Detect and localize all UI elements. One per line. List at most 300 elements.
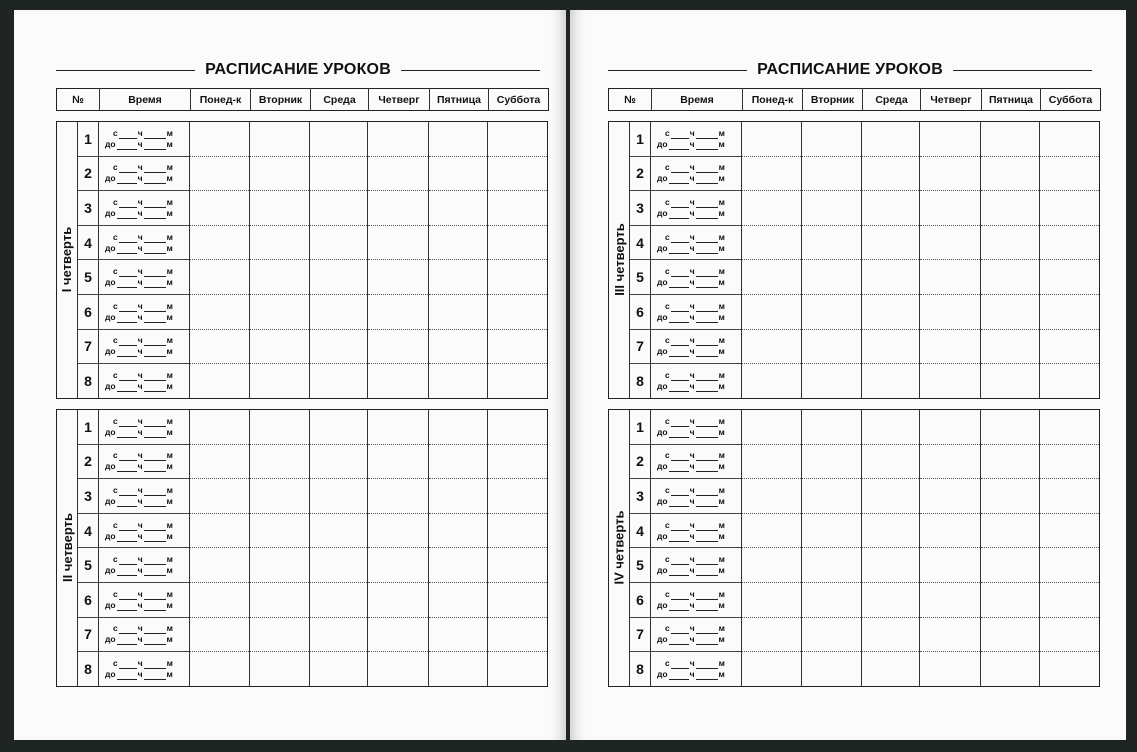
lesson-cell[interactable] [368,329,429,364]
lesson-cell[interactable] [368,225,429,260]
lesson-cell[interactable] [981,548,1040,583]
lesson-cell[interactable] [250,156,310,191]
lesson-cell[interactable] [862,329,920,364]
lesson-cell[interactable] [190,122,250,157]
lesson-cell[interactable] [310,225,368,260]
lesson-cell[interactable] [429,582,488,617]
lesson-cell[interactable] [920,444,981,479]
lesson-cell[interactable] [802,582,862,617]
lesson-number: 5 [630,260,651,295]
time-hours-label: ч [137,173,143,184]
lesson-time-field[interactable] [99,260,190,295]
lesson-number: 6 [630,582,651,617]
time-from-label: с [665,300,670,311]
lesson-cell[interactable] [1040,479,1100,514]
lesson-cell[interactable] [981,652,1040,687]
lesson-time-field[interactable] [651,364,742,399]
lesson-cell[interactable] [1040,225,1100,260]
lesson-cell[interactable] [310,329,368,364]
time-hours-label: ч [137,450,143,461]
lesson-cell[interactable] [862,260,920,295]
header-day: Вторник [803,89,863,111]
lesson-cell[interactable] [802,479,862,514]
lesson-cell[interactable] [1040,652,1100,687]
lesson-cell[interactable] [920,191,981,226]
time-minutes-label: м [166,634,173,645]
quarter-grid [608,409,1100,687]
lesson-cell[interactable] [1040,364,1100,399]
time-hours-label: ч [689,657,695,668]
lesson-cell[interactable] [920,156,981,191]
lesson-cell[interactable] [920,364,981,399]
lesson-cell[interactable] [368,156,429,191]
lesson-cell[interactable] [1040,617,1100,652]
lesson-cell[interactable] [190,444,250,479]
time-from-label: с [113,162,118,173]
lesson-cell[interactable] [368,582,429,617]
time-from-label: с [113,623,118,634]
lesson-cell[interactable] [190,617,250,652]
lesson-cell[interactable] [862,410,920,445]
time-from-label: с [113,657,118,668]
lesson-time-field[interactable] [99,329,190,364]
lesson-time-field[interactable] [651,652,742,687]
lesson-time-field[interactable] [99,364,190,399]
lesson-cell[interactable] [981,122,1040,157]
lesson-cell[interactable] [981,156,1040,191]
quarter-label-cell [57,410,78,687]
lesson-cell[interactable] [742,410,802,445]
lesson-cell[interactable] [190,548,250,583]
time-minutes-label: м [718,266,725,277]
lesson-cell[interactable] [742,329,802,364]
lesson-cell[interactable] [488,652,548,687]
lesson-cell[interactable] [742,513,802,548]
lesson-cell[interactable] [190,652,250,687]
lesson-cell[interactable] [862,548,920,583]
lesson-cell[interactable] [429,294,488,329]
lesson-time-field[interactable] [99,479,190,514]
lesson-time-field[interactable] [651,617,742,652]
lesson-cell[interactable] [190,410,250,445]
lesson-cell[interactable] [981,582,1040,617]
time-hours-label: ч [689,231,695,242]
lesson-cell[interactable] [742,122,802,157]
lesson-cell[interactable] [802,294,862,329]
header-day: Четверг [369,89,430,111]
lesson-cell[interactable] [250,548,310,583]
lesson-cell[interactable] [429,122,488,157]
lesson-time-field[interactable] [651,294,742,329]
lesson-cell[interactable] [1040,444,1100,479]
lesson-cell[interactable] [429,410,488,445]
lesson-cell[interactable] [429,260,488,295]
lesson-cell[interactable] [862,364,920,399]
lesson-cell[interactable] [862,652,920,687]
lesson-cell[interactable] [802,548,862,583]
lesson-cell[interactable] [862,191,920,226]
time-hours-label: ч [689,207,695,218]
lesson-cell[interactable] [310,122,368,157]
lesson-cell[interactable] [310,191,368,226]
lesson-cell[interactable] [488,444,548,479]
lesson-number: 1 [78,410,99,445]
lesson-cell[interactable] [488,191,548,226]
lesson-time-field[interactable] [651,156,742,191]
lesson-cell[interactable] [802,364,862,399]
lesson-cell[interactable] [862,617,920,652]
lesson-cell[interactable] [802,191,862,226]
lesson-cell[interactable] [802,617,862,652]
lesson-cell[interactable] [488,122,548,157]
lesson-time-field[interactable] [99,156,190,191]
lesson-cell[interactable] [368,479,429,514]
lesson-time-field[interactable] [651,122,742,157]
lesson-cell[interactable] [862,156,920,191]
time-minutes-label: м [718,668,725,679]
lesson-cell[interactable] [862,582,920,617]
lesson-cell[interactable] [250,294,310,329]
time-from-label: с [113,231,118,242]
lesson-cell[interactable] [488,582,548,617]
lesson-cell[interactable] [368,191,429,226]
lesson-time-field[interactable] [651,329,742,364]
lesson-cell[interactable] [742,294,802,329]
lesson-time-field[interactable] [651,582,742,617]
lesson-time-field[interactable] [99,617,190,652]
lesson-cell[interactable] [488,410,548,445]
lesson-cell[interactable] [862,513,920,548]
lesson-cell[interactable] [368,444,429,479]
lesson-time-field[interactable] [99,294,190,329]
time-to-label: до [657,311,668,322]
time-hours-label: ч [137,196,143,207]
lesson-cell[interactable] [310,364,368,399]
lesson-cell[interactable] [742,444,802,479]
time-hours-label: ч [137,657,143,668]
time-minutes-label: м [718,623,725,634]
lesson-cell[interactable] [190,513,250,548]
time-hours-label: ч [689,668,695,679]
lesson-time-field[interactable] [99,652,190,687]
lesson-time-field[interactable] [99,225,190,260]
lesson-cell[interactable] [1040,156,1100,191]
lesson-time-field[interactable] [651,410,742,445]
lesson-cell[interactable] [488,617,548,652]
lesson-cell[interactable] [862,479,920,514]
lesson-cell[interactable] [862,294,920,329]
time-minutes-label: м [166,565,173,576]
time-from-label: с [665,162,670,173]
lesson-cell[interactable] [920,329,981,364]
lesson-cell[interactable] [488,548,548,583]
lesson-cell[interactable] [368,513,429,548]
lesson-cell[interactable] [920,122,981,157]
lesson-cell[interactable] [802,652,862,687]
lesson-cell[interactable] [920,617,981,652]
lesson-cell[interactable] [862,122,920,157]
time-minutes-label: м [166,196,173,207]
lesson-cell[interactable] [981,479,1040,514]
lesson-cell[interactable] [981,410,1040,445]
lesson-cell[interactable] [920,582,981,617]
time-minutes-label: м [718,657,725,668]
lesson-cell[interactable] [190,582,250,617]
lesson-time-field[interactable] [651,225,742,260]
time-hours-label: ч [137,415,143,426]
lesson-cell[interactable] [250,122,310,157]
lesson-time-field[interactable] [651,444,742,479]
lesson-cell[interactable] [1040,582,1100,617]
lesson-cell[interactable] [1040,294,1100,329]
lesson-cell[interactable] [981,617,1040,652]
time-hours-label: ч [689,173,695,184]
lesson-time-field[interactable] [651,513,742,548]
lesson-cell[interactable] [190,329,250,364]
header-day: Пятница [982,89,1041,111]
lesson-cell[interactable] [920,548,981,583]
time-to-label: до [657,173,668,184]
lesson-cell[interactable] [1040,122,1100,157]
lesson-cell[interactable] [742,479,802,514]
lesson-cell[interactable] [190,364,250,399]
lesson-cell[interactable] [310,294,368,329]
lesson-number: 7 [630,617,651,652]
lesson-cell[interactable] [429,513,488,548]
lesson-cell[interactable] [310,513,368,548]
time-hours-label: ч [137,623,143,634]
lesson-cell[interactable] [310,582,368,617]
time-minutes-label: м [718,530,725,541]
lesson-cell[interactable] [981,444,1040,479]
lesson-cell[interactable] [488,364,548,399]
lesson-cell[interactable] [802,444,862,479]
lesson-cell[interactable] [802,225,862,260]
lesson-time-field[interactable] [99,582,190,617]
lesson-number: 7 [78,617,99,652]
lesson-cell[interactable] [190,260,250,295]
lesson-cell[interactable] [429,444,488,479]
time-to-label: до [105,138,116,149]
lesson-cell[interactable] [429,156,488,191]
lesson-cell[interactable] [742,582,802,617]
lesson-cell[interactable] [1040,329,1100,364]
lesson-time-field[interactable] [651,260,742,295]
lesson-cell[interactable] [250,652,310,687]
lesson-cell[interactable] [802,260,862,295]
time-hours-label: ч [137,495,143,506]
time-to-label: до [657,668,668,679]
lesson-time-field[interactable] [651,548,742,583]
lesson-cell[interactable] [981,513,1040,548]
time-from-label: с [113,196,118,207]
lesson-cell[interactable] [981,260,1040,295]
lesson-cell[interactable] [488,329,548,364]
lesson-cell[interactable] [250,329,310,364]
time-hours-label: ч [137,554,143,565]
time-minutes-label: м [718,380,725,391]
time-hours-label: ч [689,554,695,565]
time-minutes-label: м [166,300,173,311]
lesson-cell[interactable] [981,364,1040,399]
lesson-time-field[interactable] [99,122,190,157]
lesson-time-field[interactable] [99,548,190,583]
time-from-label: с [665,415,670,426]
lesson-cell[interactable] [920,410,981,445]
lesson-cell[interactable] [488,156,548,191]
lesson-cell[interactable] [368,294,429,329]
header-day: Вторник [251,89,311,111]
lesson-cell[interactable] [368,617,429,652]
time-hours-label: ч [689,311,695,322]
schedule-title-block [56,59,540,81]
time-from-label: с [665,127,670,138]
lesson-cell[interactable] [802,410,862,445]
lesson-cell[interactable] [488,225,548,260]
lesson-cell[interactable] [310,156,368,191]
time-to-label: до [105,346,116,357]
lesson-cell[interactable] [1040,410,1100,445]
lesson-cell[interactable] [1040,548,1100,583]
lesson-cell[interactable] [310,260,368,295]
lesson-cell[interactable] [429,548,488,583]
lesson-cell[interactable] [250,364,310,399]
time-minutes-label: м [166,127,173,138]
lesson-cell[interactable] [920,652,981,687]
time-to-label: до [105,207,116,218]
lesson-cell[interactable] [862,444,920,479]
time-minutes-label: м [718,138,725,149]
lesson-cell[interactable] [742,652,802,687]
lesson-cell[interactable] [920,479,981,514]
time-minutes-label: м [718,599,725,610]
lesson-cell[interactable] [368,548,429,583]
lesson-cell[interactable] [310,479,368,514]
time-hours-label: ч [137,300,143,311]
lesson-cell[interactable] [742,548,802,583]
lesson-cell[interactable] [742,364,802,399]
quarter-grid [56,121,548,399]
lesson-number: 8 [630,364,651,399]
lesson-cell[interactable] [742,225,802,260]
lesson-cell[interactable] [1040,191,1100,226]
lesson-cell[interactable] [250,260,310,295]
schedule-header-row [608,88,1101,111]
lesson-cell[interactable] [429,225,488,260]
lesson-time-field[interactable] [99,191,190,226]
lesson-cell[interactable] [1040,513,1100,548]
lesson-cell[interactable] [190,191,250,226]
lesson-cell[interactable] [190,156,250,191]
lesson-cell[interactable] [862,225,920,260]
lesson-cell[interactable] [1040,260,1100,295]
lesson-cell[interactable] [742,191,802,226]
lesson-cell[interactable] [250,513,310,548]
lesson-cell[interactable] [429,479,488,514]
lesson-cell[interactable] [429,364,488,399]
lesson-cell[interactable] [981,225,1040,260]
lesson-time-field[interactable] [99,410,190,445]
lesson-cell[interactable] [368,122,429,157]
lesson-cell[interactable] [250,444,310,479]
lesson-cell[interactable] [920,260,981,295]
lesson-cell[interactable] [802,122,862,157]
time-to-label: до [657,207,668,218]
lesson-cell[interactable] [981,294,1040,329]
lesson-cell[interactable] [310,617,368,652]
time-to-label: до [105,668,116,679]
lesson-cell[interactable] [190,225,250,260]
time-minutes-label: м [718,450,725,461]
time-hours-label: ч [137,138,143,149]
lesson-cell[interactable] [488,513,548,548]
lesson-cell[interactable] [981,329,1040,364]
lesson-cell[interactable] [981,191,1040,226]
lesson-cell[interactable] [250,191,310,226]
time-minutes-label: м [718,162,725,173]
lesson-cell[interactable] [368,652,429,687]
time-minutes-label: м [166,461,173,472]
lesson-cell[interactable] [802,156,862,191]
lesson-cell[interactable] [742,156,802,191]
lesson-cell[interactable] [920,513,981,548]
lesson-cell[interactable] [488,294,548,329]
lesson-cell[interactable] [310,652,368,687]
lesson-cell[interactable] [250,582,310,617]
time-hours-label: ч [137,207,143,218]
lesson-time-field[interactable] [651,479,742,514]
time-minutes-label: м [718,588,725,599]
lesson-cell[interactable] [488,479,548,514]
lesson-cell[interactable] [429,652,488,687]
lesson-cell[interactable] [190,479,250,514]
lesson-cell[interactable] [250,479,310,514]
lesson-cell[interactable] [310,410,368,445]
lesson-cell[interactable] [429,329,488,364]
time-from-label: с [665,484,670,495]
lesson-cell[interactable] [368,410,429,445]
lesson-cell[interactable] [250,225,310,260]
time-hours-label: ч [689,519,695,530]
time-from-label: с [665,554,670,565]
lesson-cell[interactable] [368,364,429,399]
time-minutes-label: м [718,519,725,530]
lesson-cell[interactable] [429,191,488,226]
lesson-cell[interactable] [190,294,250,329]
lesson-cell[interactable] [802,329,862,364]
lesson-cell[interactable] [310,548,368,583]
time-hours-label: ч [137,668,143,679]
lesson-cell[interactable] [802,513,862,548]
lesson-cell[interactable] [920,225,981,260]
lesson-time-field[interactable] [99,444,190,479]
lesson-cell[interactable] [250,617,310,652]
lesson-cell[interactable] [488,260,548,295]
lesson-cell[interactable] [429,617,488,652]
lesson-cell[interactable] [920,294,981,329]
lesson-cell[interactable] [250,410,310,445]
lesson-cell[interactable] [742,617,802,652]
lesson-cell[interactable] [742,260,802,295]
lesson-time-field[interactable] [651,191,742,226]
lesson-cell[interactable] [310,444,368,479]
time-to-label: до [657,242,668,253]
time-minutes-label: м [718,426,725,437]
time-minutes-label: м [718,196,725,207]
lesson-time-field[interactable] [99,513,190,548]
lesson-cell[interactable] [368,260,429,295]
time-from-label: с [665,657,670,668]
